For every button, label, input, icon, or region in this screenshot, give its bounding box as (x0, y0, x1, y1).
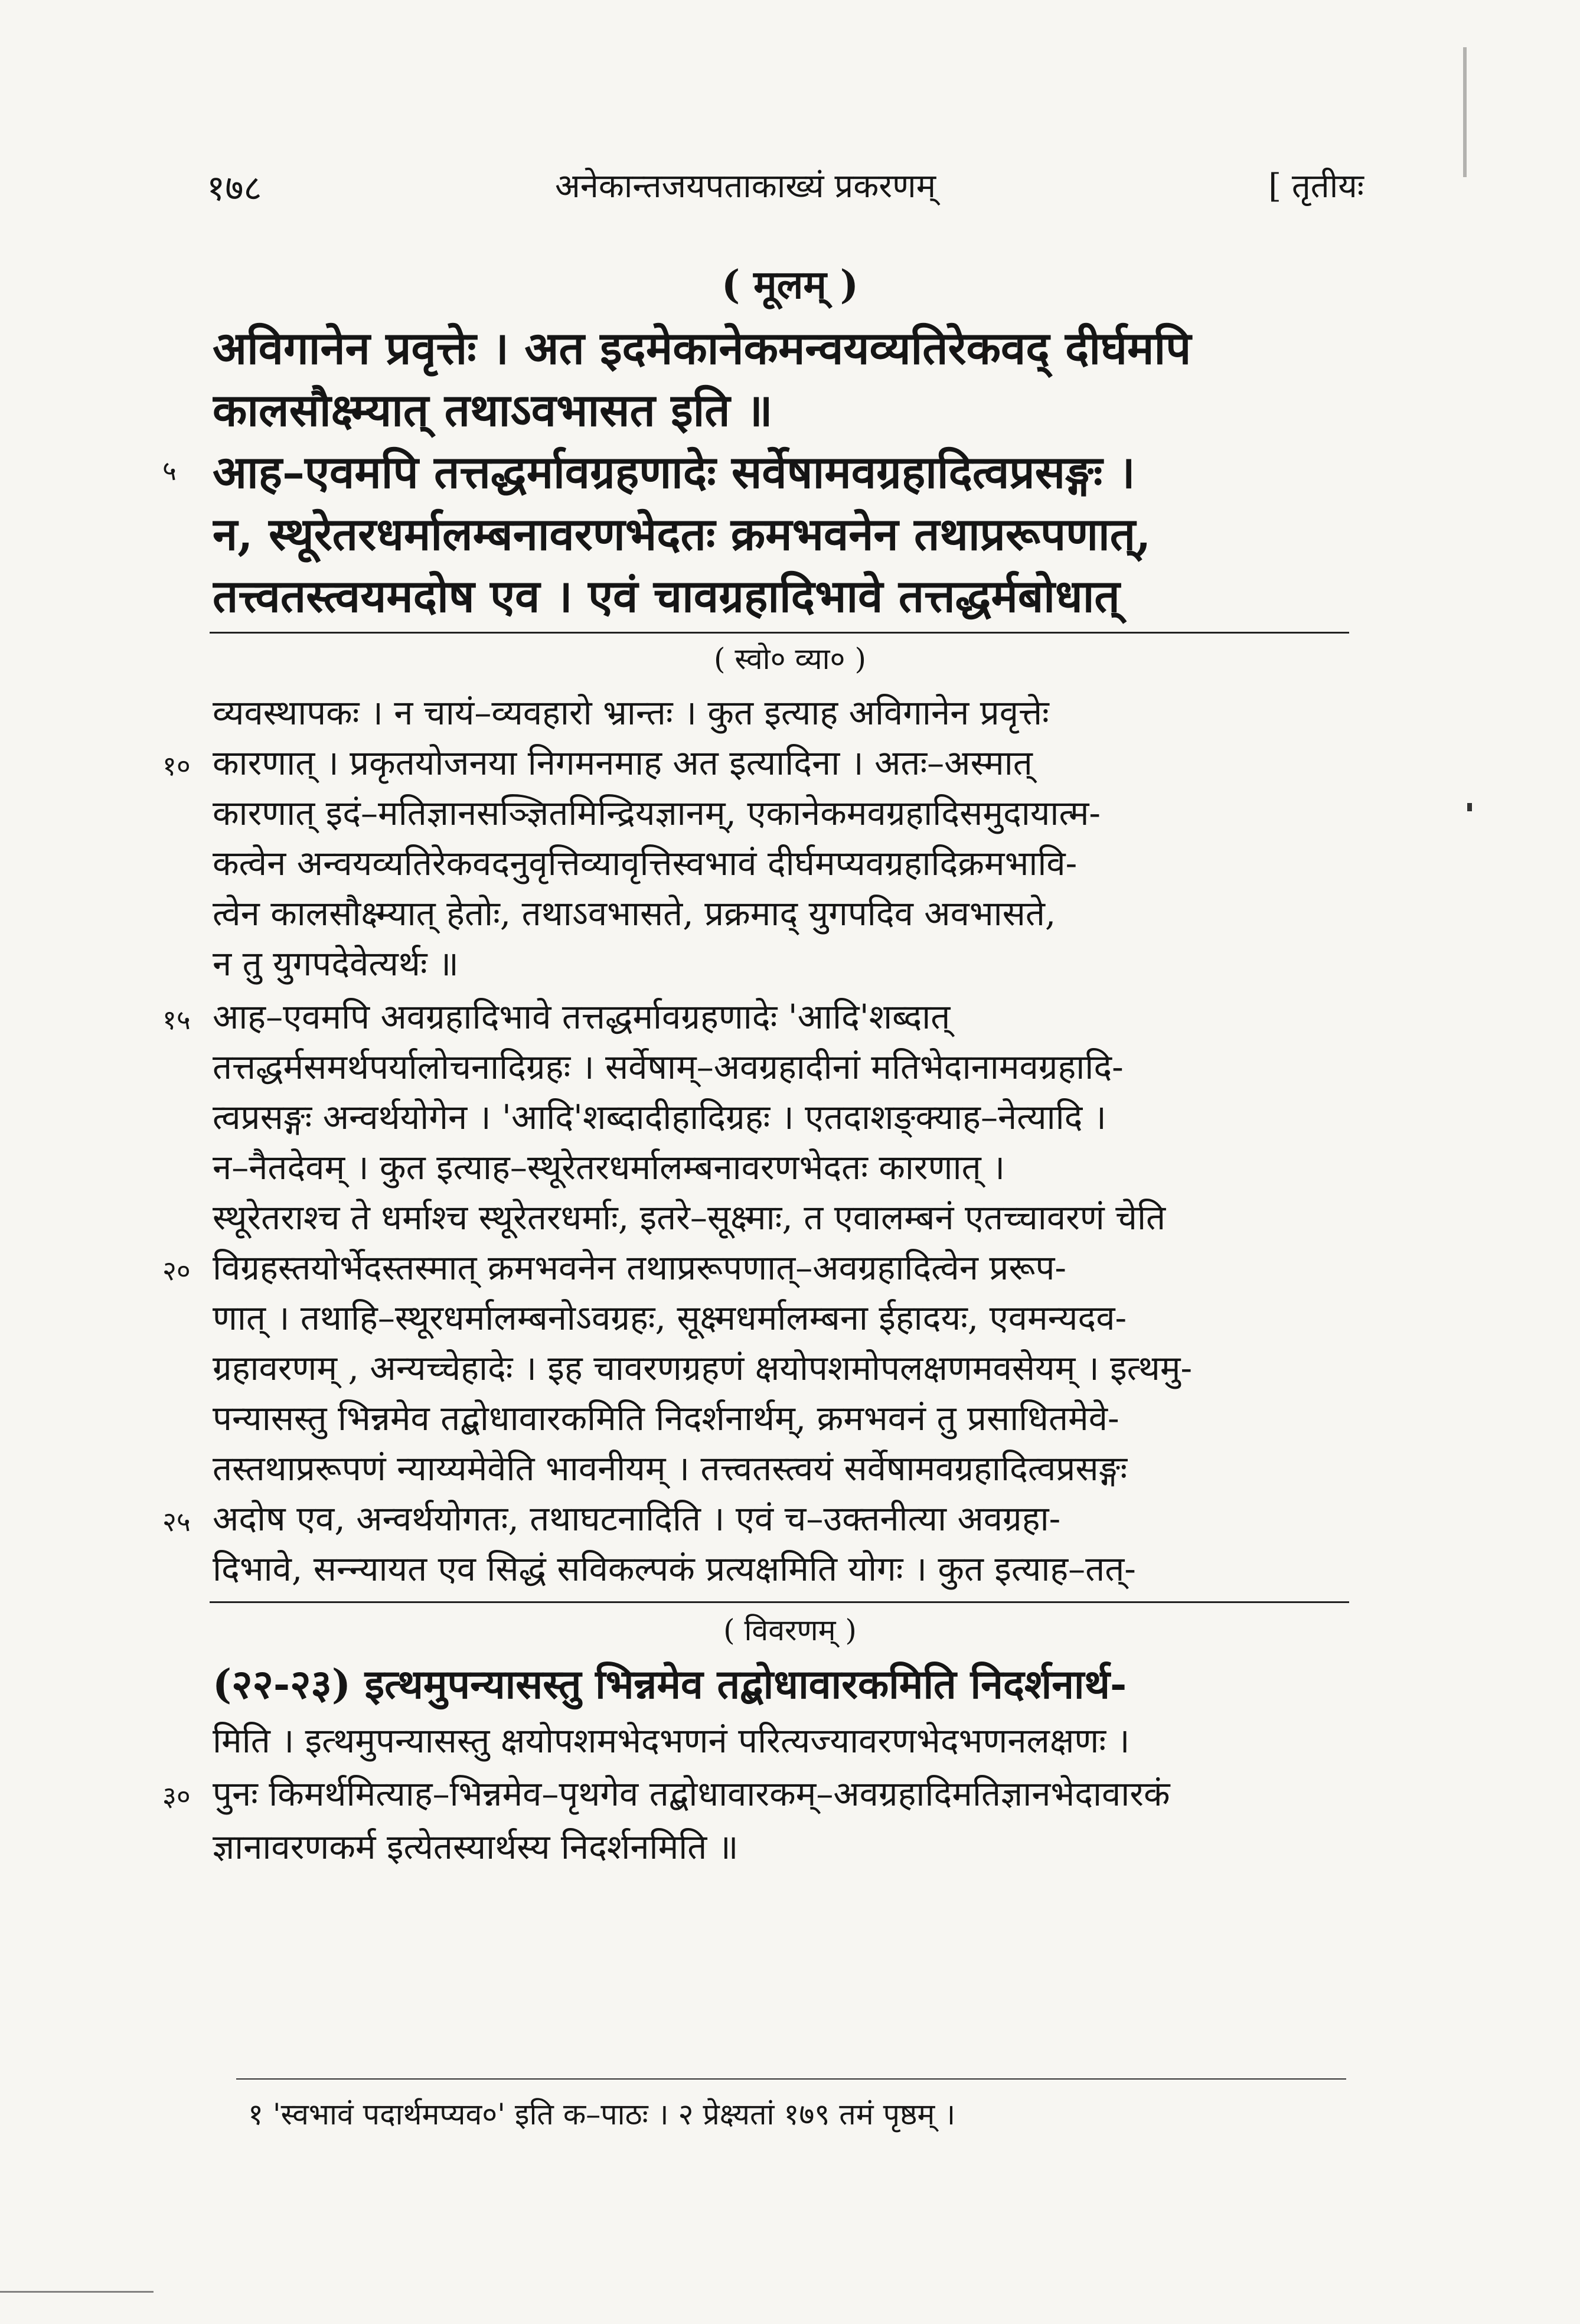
commentary-line: तस्तथाप्ररूपणं न्याय्यमेवेति भावनीयम् । तत्त्वतस्त्वयं सर्वेषामवग्रहादित्वप्रसङ्गः (213, 1448, 1128, 1489)
mula-line: कालसौक्ष्म्यात् तथाऽवभासत इति ॥ (213, 384, 773, 436)
page-number: १७८ (207, 168, 262, 209)
commentary-line: कारणात् इदं–मतिज्ञानसञ्ज्ञितमिन्द्रियज्ञानम्, एकानेकमवग्रहादिसमुदायात्म- (213, 793, 1101, 833)
vivarana-line: ज्ञानावरणकर्म इत्येतस्यार्थस्य निदर्शनमिति ॥ (213, 1827, 739, 1867)
commentary-line: आह–एवमपि अवग्रहादिभावे तत्तद्धर्मावग्रहणादेः 'आदि'शब्दात् (213, 997, 951, 1037)
mula-line: तत्त्वतस्त्वयमदोष एव । एवं चावग्रहादिभावे तत्तद्धर्मबोधात् (213, 570, 1120, 622)
line-number: ५ (162, 455, 177, 487)
commentary-line: ग्रहावरणम् , अन्यच्चेहादेः । इह चावरणग्रहणं क्षयोपशमोपलक्षणमवसेयम् । इत्थमु- (213, 1348, 1193, 1388)
commentary-line: व्यवस्थापकः । न चायं–व्यवहारो भ्रान्तः । कुत इत्याह अविगानेन प्रवृत्तेः (213, 693, 1049, 733)
line-number: १० (162, 750, 191, 782)
section-rule (210, 1601, 1349, 1603)
mula-line: अविगानेन प्रवृत्तेः । अत इदमेकानेकमन्वयव्यतिरेकवद् दीर्घमपि (213, 322, 1191, 374)
commentary-line: तत्तद्धर्मसमर्थपर्यालोचनादिग्रहः । सर्वेषाम्–अवग्रहादीनां मतिभेदानामवग्रहादि- (213, 1047, 1124, 1087)
line-number: ३० (162, 1780, 191, 1812)
vyakhya-heading: ( स्वो० व्या० ) (714, 642, 866, 676)
footnote-rule (236, 2078, 1346, 2080)
chapter-marker: [ तृतीयः (1268, 167, 1364, 205)
commentary-line: कारणात् । प्रकृतयोजनया निगमनमाह अत इत्यादिना । अतः–अस्मात् (213, 743, 1033, 783)
section-rule (210, 632, 1349, 634)
line-number: २० (162, 1255, 191, 1287)
scan-edge-mark (1463, 47, 1467, 177)
line-number: २५ (162, 1506, 191, 1538)
commentary-line: कत्वेन अन्वयव्यतिरेकवदनुवृत्तिव्यावृत्तिस्वभावं दीर्घमप्यवग्रहादिक्रमभावि- (213, 843, 1078, 883)
line-number: १५ (162, 1004, 191, 1036)
commentary-line: त्वेन कालसौक्ष्म्यात् हेतोः, तथाऽवभासते, प्रक्रमाद् युगपदिव अवभासते, (213, 893, 1056, 933)
commentary-line: दिभावे, सन्न्यायत एव सिद्धं सविकल्पकं प्रत्यक्षमिति योगः । कुत इत्याह–तत्- (213, 1549, 1136, 1589)
vivarana-line: (२२-२३) इत्थमुपन्यासस्तु भिन्नमेव तद्बोधावारकमिति निदर्शनार्थ- (213, 1661, 1127, 1708)
commentary-line: स्थूरेतराश्च ते धर्माश्च स्थूरेतरधर्माः, इतरे–सूक्ष्माः, त एवालम्बनं एतच्चावरणं चेति (213, 1197, 1166, 1238)
commentary-line: णात् । तथाहि–स्थूरधर्मालम्बनोऽवग्रहः, सूक्ष्मधर्मालम्बना ईहादयः, एवमन्यदव- (213, 1298, 1127, 1338)
commentary-line: पन्यासस्तु भिन्नमेव तद्बोधावारकमिति निदर्शनार्थम्, क्रमभवनं तु प्रसाधितमेवे- (213, 1398, 1119, 1438)
commentary-line: न तु युगपदेवेत्यर्थः ॥ (213, 944, 459, 984)
vivarana-line: मिति । इत्थमुपन्यासस्तु क्षयोपशमभेदभणनं परित्यज्यावरणभेदभणनलक्षणः । (213, 1721, 1130, 1761)
scan-speck (1467, 803, 1472, 811)
commentary-line: अदोष एव, अन्वर्थयोगतः, तथाघटनादिति । एवं च–उक्तनीत्या अवग्रहा- (213, 1499, 1061, 1539)
mula-line: आह–एवमपि तत्तद्धर्मावग्रहणादेः सर्वेषामवग्रहादित्वप्रसङ्गः । (213, 446, 1135, 498)
running-title: अनेकान्तजयपताकाख्यं प्रकरणम् (555, 167, 936, 205)
commentary-line: विग्रहस्तयोर्भेदस्तस्मात् क्रमभवनेन तथाप्ररूपणात्–अवग्रहादित्वेन प्ररूप- (213, 1248, 1067, 1288)
vivarana-line: पुनः किमर्थमित्याह–भिन्नमेव–पृथगेव तद्बोधावारकम्–अवग्रहादिमतिज्ञानभेदावारकं (213, 1774, 1170, 1814)
mula-line: न, स्थूरेतरधर्मालम्बनावरणभेदतः क्रमभवनेन तथाप्ररूपणात्, (213, 508, 1151, 560)
vivarana-heading: ( विवरणम् ) (723, 1613, 857, 1647)
commentary-line: न–नैतदेवम् । कुत इत्याह–स्थूरेतरधर्मालम्बनावरणभेदतः कारणात् । (213, 1147, 1006, 1187)
commentary-line: त्वप्रसङ्गः अन्वर्थयोगेन । 'आदि'शब्दादीहादिग्रहः । एतदाशङ्क्याह–नेत्यादि । (213, 1097, 1106, 1137)
scan-edge-mark (0, 2291, 154, 2293)
mula-heading: ( मूलम् ) (721, 262, 859, 308)
footnote: १ 'स्वभावं पदार्थमप्यव०' इति क–पाठः । २ प्रेक्ष्यतां १७९ तमं पृष्ठम् । (248, 2097, 956, 2132)
page-header (207, 162, 1364, 216)
